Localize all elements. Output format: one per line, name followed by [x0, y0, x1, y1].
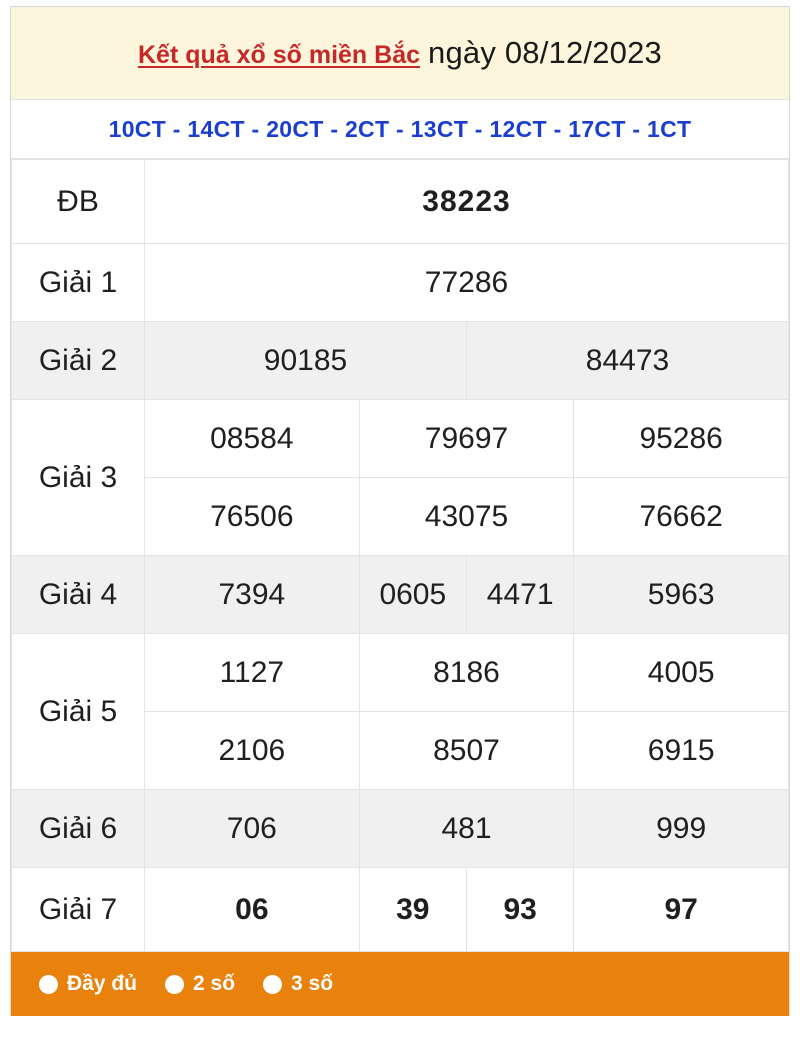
prize-label-g1: Giải 1 [12, 244, 145, 322]
table-row-g5 [12, 634, 789, 712]
table-row-g2 [12, 322, 789, 400]
radio-icon[interactable] [39, 975, 58, 994]
prize-value-g3-3: 76506 [145, 478, 360, 556]
view-mode-label-3so: 3 số [291, 972, 334, 995]
prize-value-g1-0: 77286 [145, 244, 789, 322]
prize-label-g2: Giải 2 [12, 322, 145, 400]
table-row-g6 [12, 790, 789, 868]
view-mode-option-3so[interactable] [263, 972, 333, 996]
prize-value-g7-2: 93 [466, 868, 573, 952]
prize-value-g3-1: 79697 [359, 400, 574, 478]
prize-value-db-0: 38223 [145, 160, 789, 244]
prize-value-g5-3: 2106 [145, 712, 360, 790]
prize-value-g4-0: 7394 [145, 556, 360, 634]
prize-value-g3-0: 08584 [145, 400, 360, 478]
prize-value-g7-3: 97 [574, 868, 789, 952]
codes-text: 10CT - 14CT - 20CT - 2CT - 13CT - 12CT - 17CT - 1CT [108, 115, 692, 142]
prize-label-g3: Giải 3 [12, 400, 145, 556]
result-card [10, 6, 790, 1016]
table-row-db [12, 160, 789, 244]
prize-value-g5-2: 4005 [574, 634, 789, 712]
view-mode-option-2so[interactable] [165, 972, 235, 996]
prize-value-g2-0: 90185 [145, 322, 467, 400]
view-mode-footer [11, 952, 789, 1016]
prize-value-g2-1: 84473 [466, 322, 788, 400]
view-mode-label-2so: 2 số [193, 972, 236, 995]
radio-icon[interactable] [263, 975, 282, 994]
prize-value-g7-1: 39 [359, 868, 466, 952]
prize-value-g7-0: 06 [145, 868, 360, 952]
prize-value-g6-2: 999 [574, 790, 789, 868]
prize-value-g5-1: 8186 [359, 634, 574, 712]
prize-value-g5-0: 1127 [145, 634, 360, 712]
radio-icon[interactable] [165, 975, 184, 994]
prize-value-g4-2: 4471 [466, 556, 573, 634]
codes-row [11, 100, 789, 159]
prize-value-g5-5: 6915 [574, 712, 789, 790]
prize-label-g4: Giải 4 [12, 556, 145, 634]
page-header [11, 7, 789, 100]
prize-label-g7: Giải 7 [12, 868, 145, 952]
prize-label-db: ĐB [12, 160, 145, 244]
table-row-g7 [12, 868, 789, 952]
table-row-g1 [12, 244, 789, 322]
view-mode-option-full[interactable] [39, 972, 137, 996]
results-table [11, 159, 789, 952]
prize-value-g3-5: 76662 [574, 478, 789, 556]
result-title-link[interactable]: Kết quả xổ số miền Bắc [137, 41, 421, 69]
prize-label-g6: Giải 6 [12, 790, 145, 868]
prize-label-g5: Giải 5 [12, 634, 145, 790]
prize-value-g6-1: 481 [359, 790, 574, 868]
prize-value-g3-4: 43075 [359, 478, 574, 556]
prize-value-g6-0: 706 [145, 790, 360, 868]
table-row-g3 [12, 400, 789, 478]
view-mode-label-full: Đầy đủ [67, 972, 138, 995]
prize-value-g4-3: 5963 [574, 556, 789, 634]
header-inner [138, 35, 662, 71]
result-date: ngày 08/12/2023 [428, 35, 663, 70]
prize-value-g3-2: 95286 [574, 400, 789, 478]
table-row-g4 [12, 556, 789, 634]
prize-value-g5-4: 8507 [359, 712, 574, 790]
prize-value-g4-1: 0605 [359, 556, 466, 634]
